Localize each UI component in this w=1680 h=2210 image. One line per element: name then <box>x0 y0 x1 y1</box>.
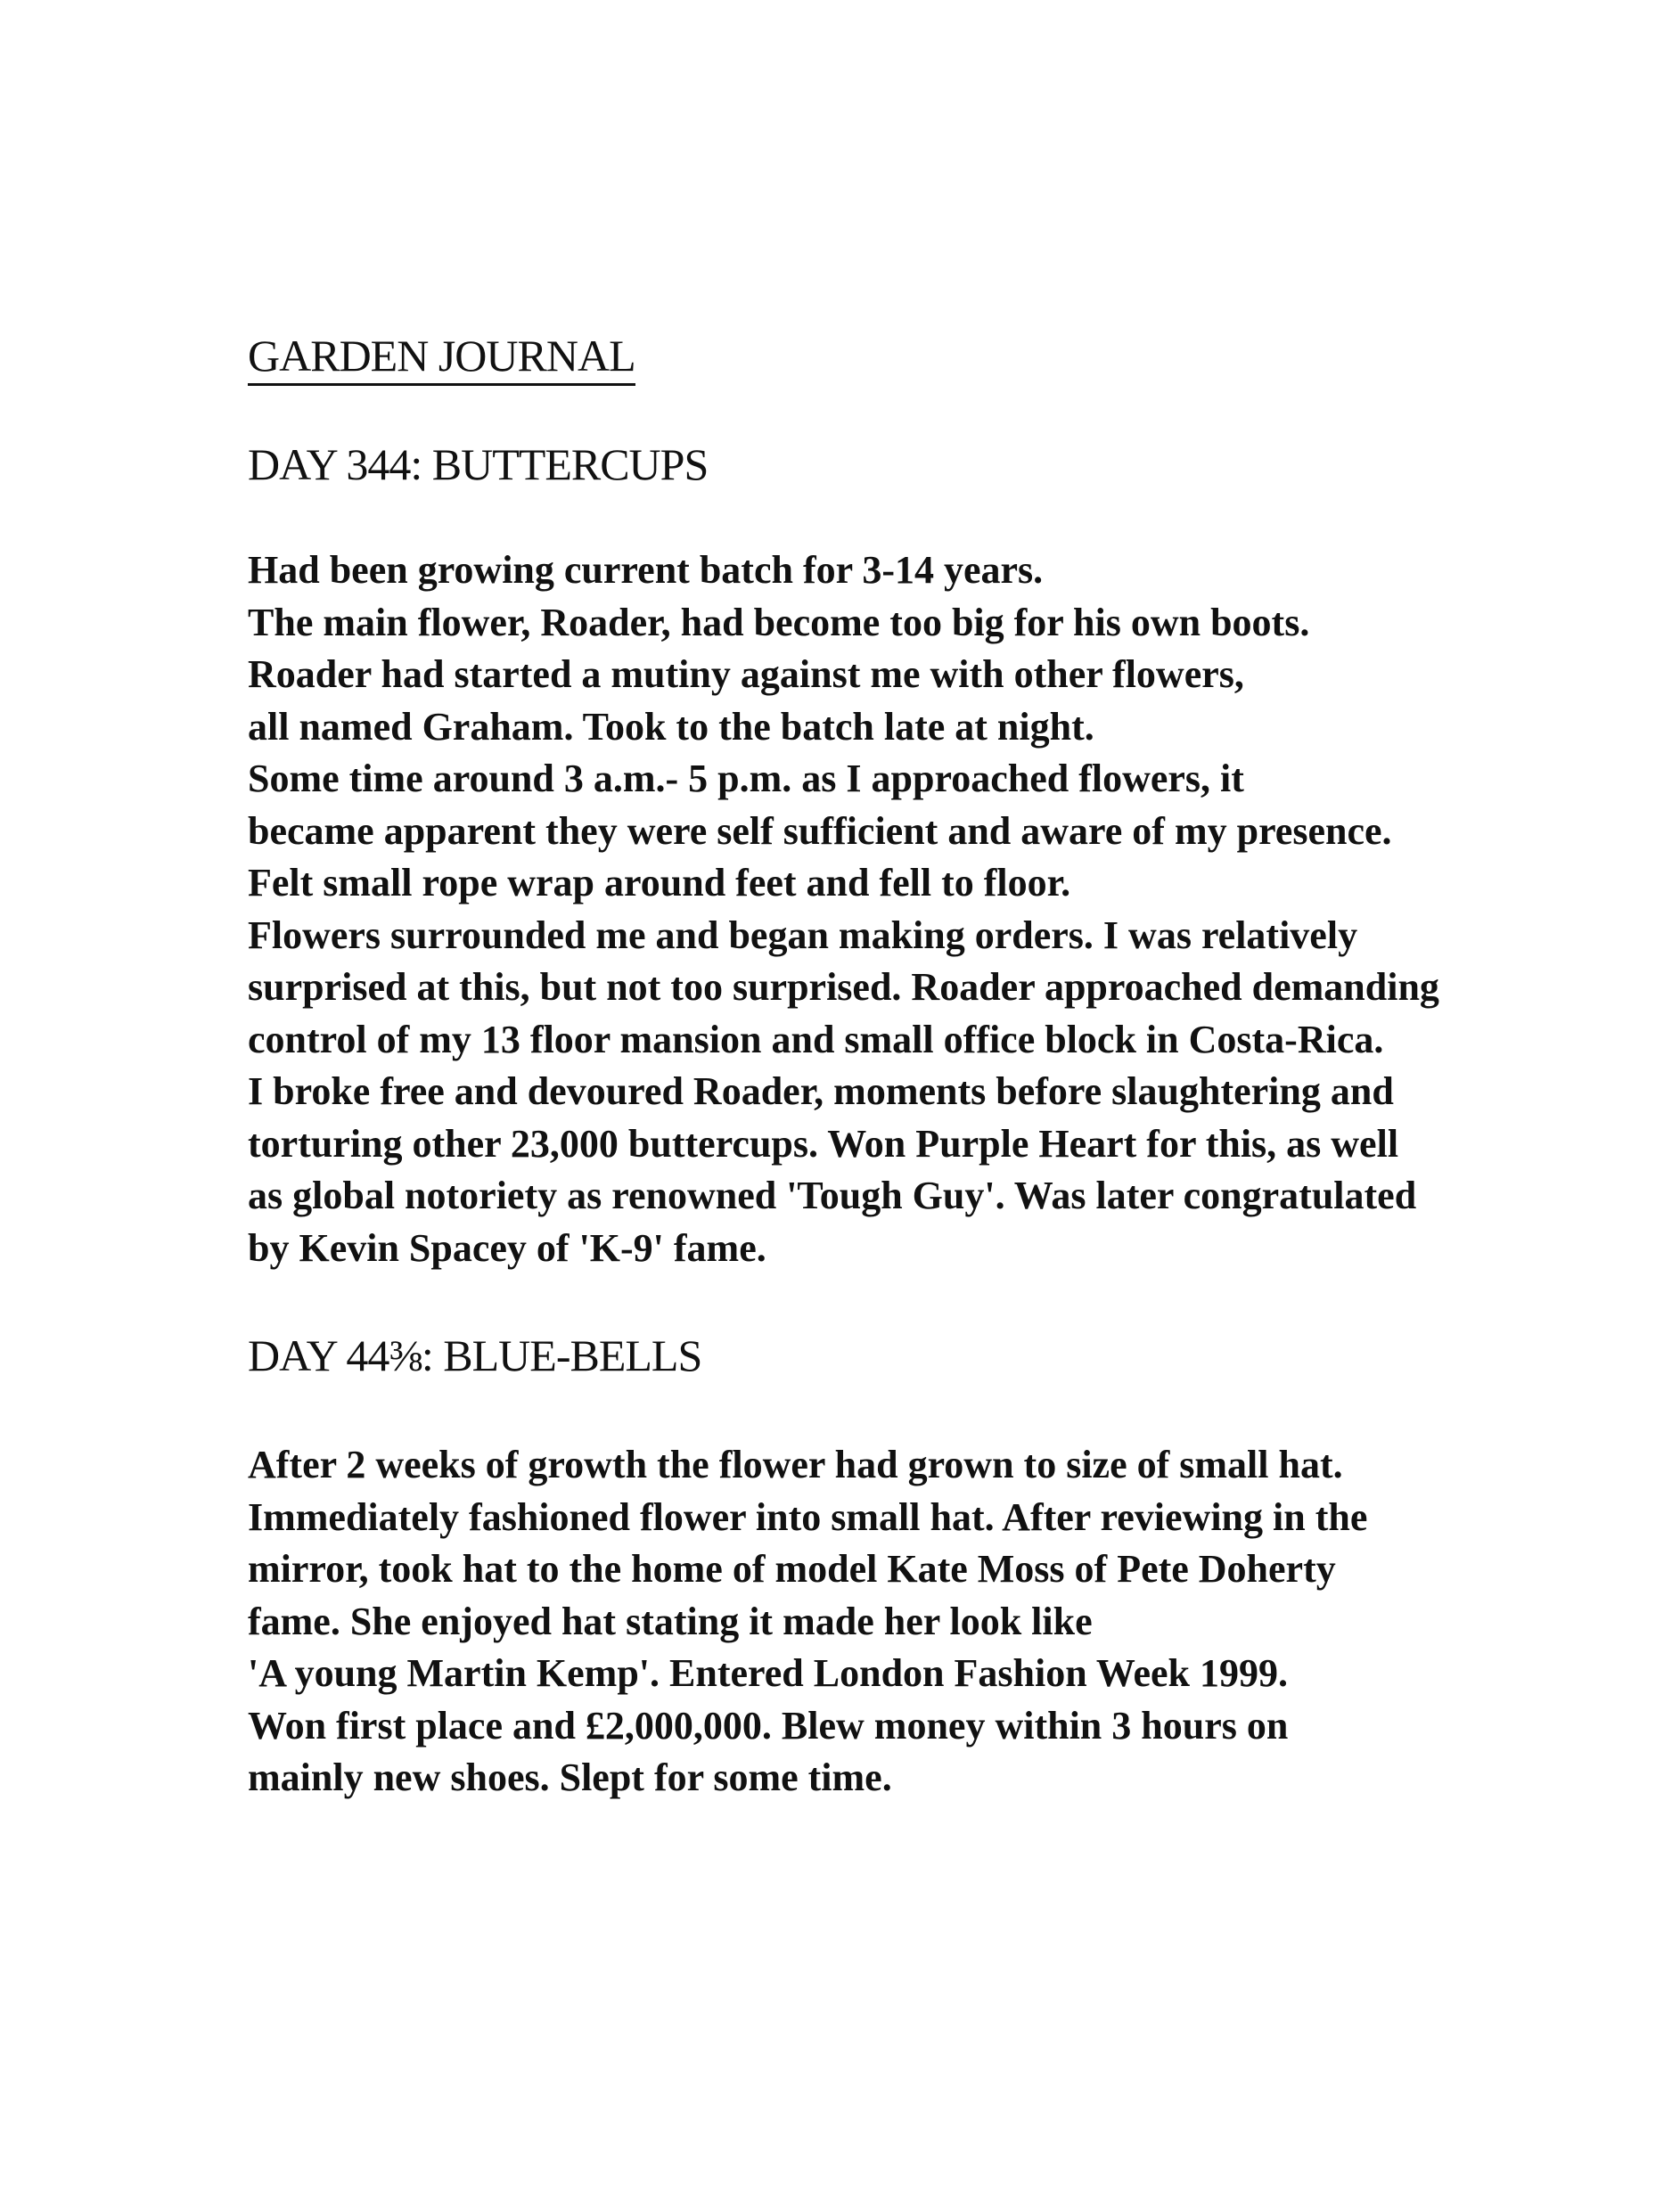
entry-heading-day-44: DAY 44⅜: BLUE-BELLS <box>248 1330 702 1380</box>
entry-line: Flowers surrounded me and began making orders. I was relatively <box>248 913 1358 957</box>
entry-line: mirror, took hat to the home of model Kate Moss of Pete Doherty <box>248 1547 1336 1591</box>
entry-line: 'A young Martin Kemp'. Entered London Fashion Week 1999. <box>248 1651 1288 1695</box>
entry-line: Felt small rope wrap around feet and fell to floor. <box>248 861 1071 904</box>
entry-line: After 2 weeks of growth the flower had grown to size of small hat. <box>248 1443 1343 1486</box>
journal-title: GARDEN JOURNAL <box>248 328 635 386</box>
entry-line: Had been growing current batch for 3-14 years. <box>248 548 1044 592</box>
entry-line: I broke free and devoured Roader, moments before slaughtering and <box>248 1069 1394 1113</box>
entry-line: The main flower, Roader, had become too big for his own boots. <box>248 600 1310 644</box>
entry-line: mainly new shoes. Slept for some time. <box>248 1756 892 1799</box>
entry-heading-day-344: DAY 344: BUTTERCUPS <box>248 439 709 489</box>
entry-line: all named Graham. Took to the batch late at night. <box>248 704 1094 749</box>
entry-line: Roader had started a mutiny against me with other flowers, <box>248 652 1244 696</box>
entry-line: control of my 13 floor mansion and small office block in Costa-Rica. <box>248 1017 1384 1061</box>
entry-line: Some time around 3 a.m.- 5 p.m. as I approached flowers, it <box>248 757 1244 800</box>
entry-line: as global notoriety as renowned 'Tough Guy'. Was later congratulated <box>248 1174 1417 1217</box>
entry-line: surprised at this, but not too surprised. Roader approached demanding <box>248 965 1439 1009</box>
entry-line: by Kevin Spacey of 'K-9' fame. <box>248 1225 766 1270</box>
entry-line: fame. She enjoyed hat stating it made her look like <box>248 1599 1093 1643</box>
entry-line: became apparent they were self sufficient and aware of my presence. <box>248 808 1392 853</box>
entry-body-day-44 <box>248 1439 1367 1805</box>
entry-line: Won first place and £2,000,000. Blew money within 3 hours on <box>248 1703 1289 1748</box>
entry-line: torturing other 23,000 buttercups. Won Purple Heart for this, as well <box>248 1121 1399 1166</box>
entry-line: Immediately fashioned flower into small hat. After reviewing in the <box>248 1494 1368 1539</box>
entry-body-day-344 <box>248 544 1439 1274</box>
